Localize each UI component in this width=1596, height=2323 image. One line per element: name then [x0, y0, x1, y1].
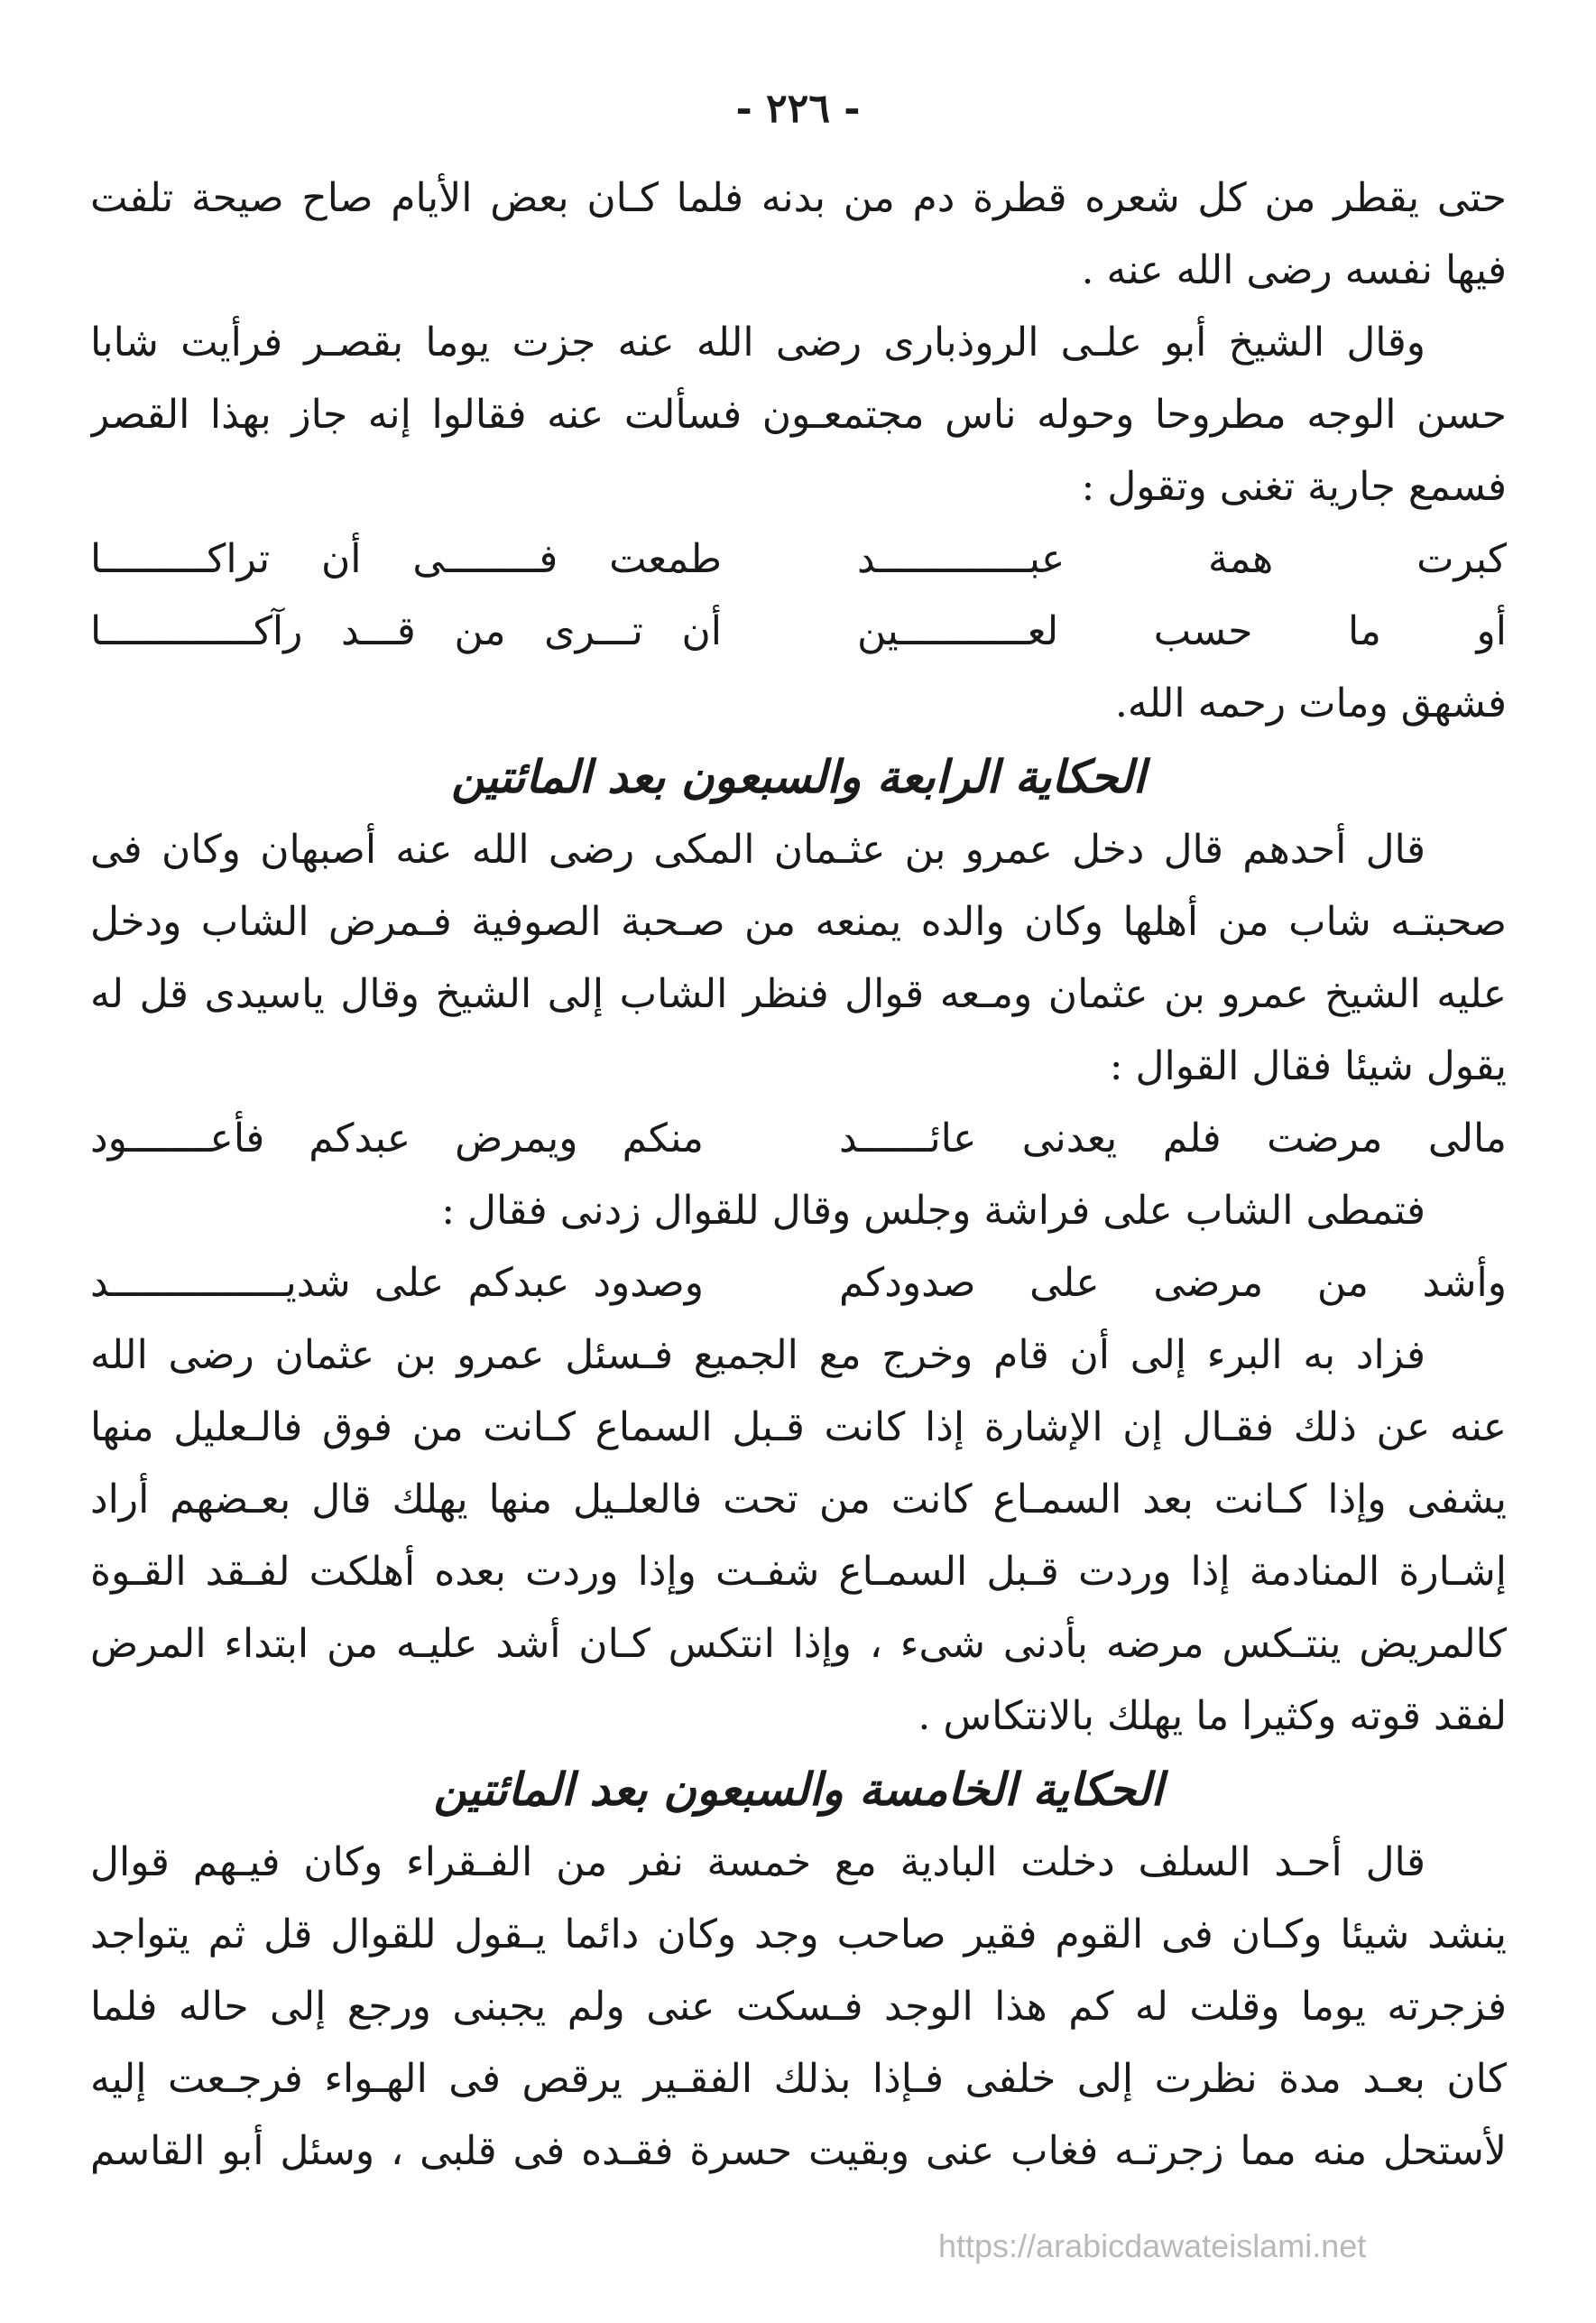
watermark-url: https://arabicdawateislami.net [938, 2227, 1367, 2264]
page-number: - ٢٢٦ - [735, 86, 861, 132]
text-line: فتمطى الشاب على فراشة وجلس وقال للقوال زدنى فقال : [441, 1188, 1425, 1234]
section-heading: الحكاية الخامسة والسبعون بعد المائتين [433, 1763, 1164, 1816]
text-line: لفقد قوته وكثيرا ما يهلك بالانتكاس . [918, 1693, 1507, 1739]
verse-second-hemistich: منكم ويمرض عبدكم فأعـــــــود [90, 1115, 704, 1162]
text-line: يشفى وإذا كـانت بعد السمـاع كانت من تحت فالعلـيل منها يهلك قال بعـضهم أراد [90, 1476, 1507, 1522]
text-line: قال أحـد السلف دخلت البادية مع خمسة نفر من الفـقراء وكان فيـهم قوال [90, 1839, 1425, 1885]
text-line: فشهق ومات رحمه الله. [1114, 680, 1507, 727]
text-line: يقول شيئا فقال القوال : [1109, 1043, 1507, 1089]
text-line: حتى يقطر من كل شعره قطرة دم من بدنه فلما كـان بعض الأيام صاح صيحة تلفت [90, 175, 1507, 221]
verse-second-hemistich: أن تـــرى من قـــد رآكـــــــــــــا [90, 608, 722, 654]
poem-verse [90, 596, 1507, 668]
verse-first-hemistich: وأشد من مرضى على صدودكم [839, 1260, 1507, 1306]
section-heading: الحكاية الرابعة والسبعون بعد المائتين [451, 750, 1146, 803]
verse-first-hemistich: كبرت همة عبـــــــــــــد [857, 536, 1507, 582]
text-line: قال أحدهم قال دخل عمرو بن عثـمان المكى رضى الله عنه أصبهان وكان فى [90, 827, 1425, 873]
text-line: فيها نفسه رضى الله عنه . [1081, 247, 1507, 293]
text-line: وقال الشيخ أبو علـى الروذبارى رضى الله عنه جزت يوما بقصـر فرأيت شابا [90, 319, 1425, 366]
text-body [90, 162, 1507, 2188]
poem-verse [90, 1247, 1507, 1319]
verse-first-hemistich: أو ما حسب لعـــــــــــين [857, 608, 1507, 654]
text-line: إشـارة المنادمة إذا وردت قـبل السمـاع شفـت وإذا وردت بعده أهلكت لفـقد القـوة [90, 1549, 1507, 1595]
text-line: عنه عن ذلك فقـال إن الإشارة إذا كانت قـبل السماع كـانت من فوق فالـعليل منها [90, 1404, 1507, 1450]
text-line: عليه الشيخ عمرو بن عثمان ومـعه قوال فنظر الشاب إلى الشيخ وقال ياسيدى قل له [90, 971, 1507, 1017]
text-line: صحبتـه شاب من أهلها وكان والده يمنعه من صـحبة الصوفية فـمرض الشاب ودخل [90, 899, 1507, 945]
text-line: لأستحل منه مما زجرتـه فغاب عنى وبقيت حسرة فقـده فى قلبى ، وسئل أبو القاسم [90, 2128, 1507, 2174]
text-line: حسن الوجه مطروحا وحوله ناس مجتمعـون فسألت عنه فقالوا إنه جاز بهذا القصر [90, 392, 1507, 438]
verse-second-hemistich: طمعت فــــــــى أن تراكـــــــــا [90, 536, 722, 582]
text-line: كان بعـد مدة نظرت إلى خلفى فـإذا بذلك الفقـير يرقص فى الهـواء فرجـعت إليه [90, 2056, 1507, 2102]
text-line: فزاد به البرء إلى أن قام وخرج مع الجميع فـسئل عمرو بن عثمان رضى الله [90, 1332, 1425, 1378]
verse-first-hemistich: مالى مرضت فلم يعدنى عائــــــد [839, 1115, 1507, 1162]
poem-verse [90, 1103, 1507, 1175]
text-line: فزجرته يوما وقلت له كم هذا الوجد فـسكت عنى ولم يجبنى ورجع إلى حاله فلما [90, 1984, 1507, 2030]
text-line: كالمريض ينتـكس مرضه بأدنى شىء ، وإذا انتكس كـان أشد عليـه من ابتداء المرض [90, 1621, 1507, 1667]
verse-second-hemistich: وصدود عبدكم على شديـــــــــــــــد [90, 1260, 704, 1306]
text-line: ينشد شيئا وكـان فى القوم فقير صاحب وجد وكان دائما يـقول للقوال قل ثم يتواجد [90, 1911, 1507, 1957]
text-line: فسمع جارية تغنى وتقول : [1081, 464, 1507, 510]
poem-verse [90, 523, 1507, 596]
